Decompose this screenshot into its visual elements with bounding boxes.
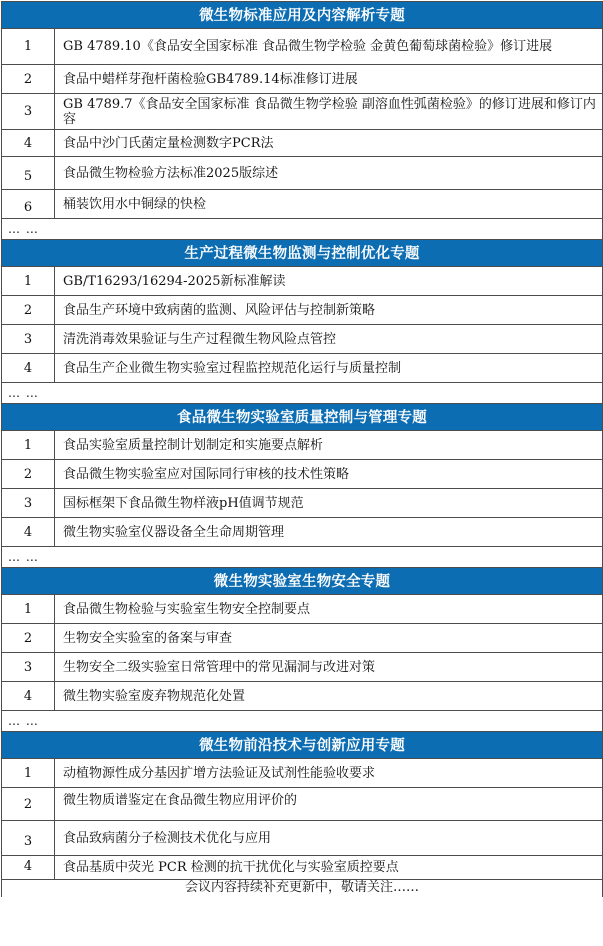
table-row <box>2 460 603 489</box>
table-row <box>2 682 603 711</box>
row-topic: 微生物质谱鉴定在食品微生物应用评价的 <box>55 788 603 821</box>
row-number: 1 <box>2 431 55 460</box>
more-ellipsis: … … <box>2 219 603 240</box>
table-row <box>2 788 603 821</box>
section-title: 微生物标准应用及内容解析专题 <box>2 2 603 29</box>
table-row <box>2 354 603 383</box>
row-number: 1 <box>2 29 55 65</box>
table-row <box>2 130 603 157</box>
table-row <box>2 489 603 518</box>
footer-note: 会议内容持续补充更新中，敬请关注…… <box>2 880 603 898</box>
row-number: 4 <box>2 518 55 547</box>
row-topic: 食品生产企业微生物实验室过程监控规范化运行与质量控制 <box>55 354 603 383</box>
row-topic: 食品基质中荧光 PCR 检测的抗干扰优化与实验室质控要点 <box>55 856 603 880</box>
row-topic: GB/T16293/16294-2025新标准解读 <box>55 267 603 296</box>
table-row <box>2 624 603 653</box>
row-topic: 桶装饮用水中铜绿的快检 <box>55 190 603 219</box>
row-number: 4 <box>2 682 55 711</box>
row-number: 4 <box>2 856 55 880</box>
row-number: 3 <box>2 653 55 682</box>
section-title: 生产过程微生物监测与控制优化专题 <box>2 240 603 267</box>
table-row <box>2 821 603 856</box>
row-number: 5 <box>2 157 55 190</box>
section-title: 微生物前沿技术与创新应用专题 <box>2 732 603 759</box>
section-header <box>2 732 603 759</box>
table-row <box>2 431 603 460</box>
row-topic: 微生物实验室废弃物规范化处置 <box>55 682 603 711</box>
section-title: 微生物实验室生物安全专题 <box>2 568 603 595</box>
table-row <box>2 856 603 880</box>
row-topic: 食品微生物实验室应对国际同行审核的技术性策略 <box>55 460 603 489</box>
row-topic: GB 4789.7《食品安全国家标准 食品微生物学检验 副溶血性弧菌检验》的修订进展和修订内容 <box>55 94 603 130</box>
row-topic: 食品微生物检验与实验室生物安全控制要点 <box>55 595 603 624</box>
more-ellipsis: … … <box>2 547 603 568</box>
row-number: 2 <box>2 65 55 94</box>
row-topic: 清洗消毒效果验证与生产过程微生物风险点管控 <box>55 325 603 354</box>
row-number: 4 <box>2 354 55 383</box>
row-number: 3 <box>2 821 55 856</box>
table-row <box>2 759 603 788</box>
more-row <box>2 219 603 240</box>
section-header <box>2 240 603 267</box>
table-row <box>2 65 603 94</box>
table-row <box>2 29 603 65</box>
row-topic: 国标框架下食品微生物样液pH值调节规范 <box>55 489 603 518</box>
row-topic: 食品中蜡样芽孢杆菌检验GB4789.14标准修订进展 <box>55 65 603 94</box>
row-number: 1 <box>2 595 55 624</box>
row-number: 3 <box>2 489 55 518</box>
agenda-table <box>1 1 603 897</box>
row-topic: 食品致病菌分子检测技术优化与应用 <box>55 821 603 856</box>
section-title: 食品微生物实验室质量控制与管理专题 <box>2 404 603 431</box>
more-row <box>2 711 603 732</box>
table-row <box>2 296 603 325</box>
row-number: 6 <box>2 190 55 219</box>
row-topic: 食品中沙门氏菌定量检测数字PCR法 <box>55 130 603 157</box>
table-row <box>2 653 603 682</box>
table-row <box>2 595 603 624</box>
row-topic: 动植物源性成分基因扩增方法验证及试剂性能验收要求 <box>55 759 603 788</box>
row-topic: 食品实验室质量控制计划制定和实施要点解析 <box>55 431 603 460</box>
row-topic: 生物安全实验室的备案与审查 <box>55 624 603 653</box>
row-number: 3 <box>2 325 55 354</box>
table-row <box>2 518 603 547</box>
row-topic: 食品微生物检验方法标准2025版综述 <box>55 157 603 190</box>
more-ellipsis: … … <box>2 711 603 732</box>
table-row <box>2 157 603 190</box>
row-number: 1 <box>2 759 55 788</box>
table-row <box>2 94 603 130</box>
row-number: 4 <box>2 130 55 157</box>
more-row <box>2 383 603 404</box>
more-row <box>2 547 603 568</box>
row-topic: 食品生产环境中致病菌的监测、风险评估与控制新策略 <box>55 296 603 325</box>
table-row <box>2 190 603 219</box>
table-row <box>2 325 603 354</box>
more-ellipsis: … … <box>2 383 603 404</box>
table-row <box>2 267 603 296</box>
row-number: 2 <box>2 624 55 653</box>
row-topic: 微生物实验室仪器设备全生命周期管理 <box>55 518 603 547</box>
row-number: 2 <box>2 460 55 489</box>
row-number: 1 <box>2 267 55 296</box>
row-number: 2 <box>2 296 55 325</box>
footer-row <box>2 880 603 898</box>
row-topic: 生物安全二级实验室日常管理中的常见漏洞与改进对策 <box>55 653 603 682</box>
section-header <box>2 568 603 595</box>
row-number: 2 <box>2 788 55 821</box>
section-header <box>2 2 603 29</box>
row-topic: GB 4789.10《食品安全国家标准 食品微生物学检验 金黄色葡萄球菌检验》修订进展 <box>55 29 603 65</box>
section-header <box>2 404 603 431</box>
row-number: 3 <box>2 94 55 130</box>
